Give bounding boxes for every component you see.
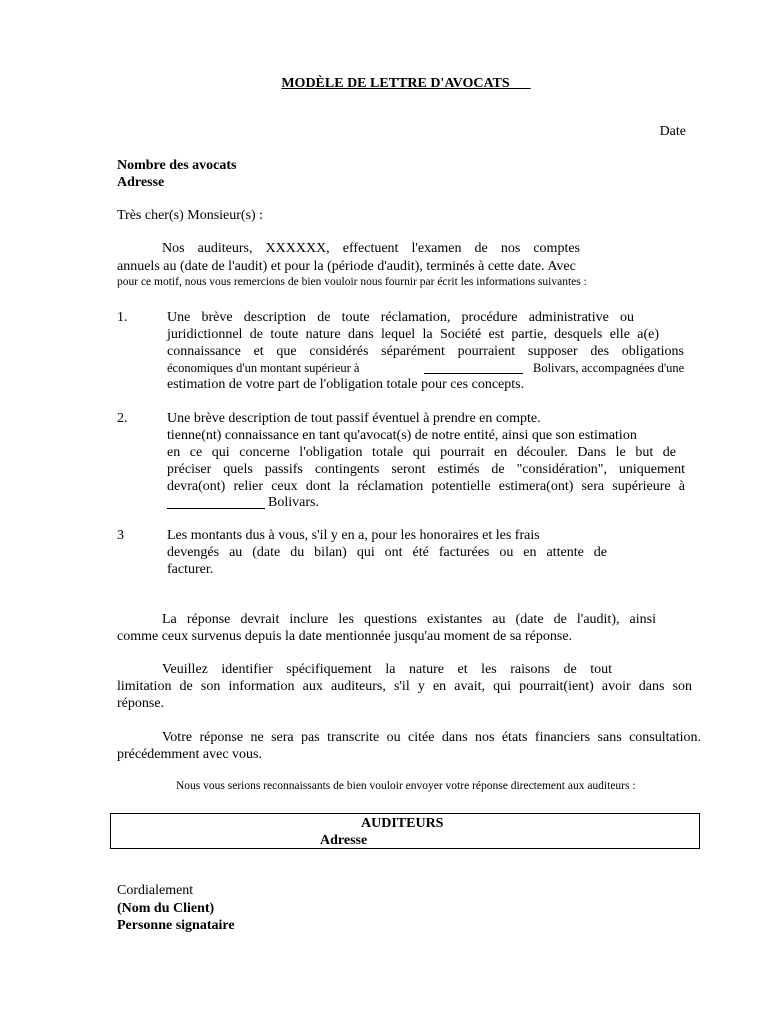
amount-blank-line — [167, 496, 265, 509]
closing-regards: Cordialement — [117, 883, 194, 898]
signatory: Personne signataire — [117, 918, 235, 933]
auditor-address-box — [110, 813, 700, 849]
amount-blank-line — [424, 361, 523, 374]
item-number: 1. — [117, 310, 128, 325]
item-number: 2. — [117, 411, 128, 426]
paragraph-line: Veuillez identifier spécifiquement la nature et les raisons de tout — [162, 662, 612, 677]
intro-line-3: pour ce motif, nous vous remercions de bien vouloir nous fournir par écrit les informations suivantes : — [117, 276, 587, 288]
document-title: MODÈLE DE LETTRE D'AVOCATS___ — [281, 76, 531, 91]
auditor-title: AUDITEURS — [361, 816, 444, 831]
paragraph-line: Votre réponse ne sera pas transcrite ou citée dans nos états financiers sans consultation. — [162, 730, 701, 745]
paragraph-line: précédemment avec vous. — [117, 747, 262, 762]
auditor-address: Adresse — [320, 833, 368, 848]
paragraph-line: réponse. — [117, 696, 165, 711]
item-number: 3 — [117, 528, 124, 543]
client-name: (Nom du Client) — [117, 901, 215, 916]
item-line: Une brève description de tout passif éventuel à prendre en compte. — [167, 411, 541, 426]
intro-line-2: annuels au (date de l'audit) et pour la (période d'audit), terminés à cette date. Avec — [117, 259, 576, 274]
date-field: Date — [659, 124, 686, 139]
paragraph-line: comme ceux survenus depuis la date mentionnée jusqu'au moment de sa réponse. — [117, 629, 573, 644]
item-line: Bolivars, accompagnées d'une — [533, 361, 685, 375]
item-line: devra(ont) relier ceux dont la réclamation potentielle estimera(ont) sera supérieure à — [167, 479, 685, 494]
item-line: estimation de votre part de l'obligation totale pour ces concepts. — [167, 377, 525, 392]
item-line: Une brève description de toute réclamation, procédure administrative ou — [167, 310, 634, 325]
item-line: facturer. — [167, 562, 214, 577]
paragraph-line: La réponse devrait inclure les questions existantes au (date de l'audit), ainsi — [162, 612, 656, 627]
item-line: devengés au (date du bilan) qui ont été facturées ou en attente de — [167, 545, 607, 560]
salutation: Très cher(s) Monsieur(s) : — [117, 208, 264, 223]
item-line: Les montants dus à vous, s'il y en a, pour les honoraires et les frais — [167, 528, 540, 543]
item-line: juridictionnel de toute nature dans lequel la Société est partie, desquels elle a(e) — [167, 327, 659, 342]
item-line: en ce qui concerne l'obligation totale qui pourrait en découler. Dans le but de — [167, 445, 676, 460]
recipient-name: Nombre des avocats — [117, 158, 237, 173]
recipient-address: Adresse — [117, 175, 165, 190]
item-line: Bolivars. — [268, 495, 319, 510]
paragraph-line: limitation de son information aux auditeurs, s'il y en avait, qui pourrait(ient) avoir dans son — [117, 679, 692, 694]
item-line: préciser quels passifs contingents seront estimés de "considération", uniquement — [167, 462, 685, 477]
item-line: économiques d'un montant supérieur à — [167, 361, 360, 375]
item-line: connaissance et que considérés séparément pourraient supposer des obligations — [167, 344, 684, 359]
paragraph-line: Nous vous serions reconnaissants de bien vouloir envoyer votre réponse directement aux auditeurs : — [176, 780, 636, 792]
item-line: tienne(nt) connaissance en tant qu'avocat(s) de notre entité, ainsi que son estimation — [167, 428, 637, 443]
intro-line-1: Nos auditeurs, XXXXXX, effectuent l'examen de nos comptes — [162, 241, 580, 256]
